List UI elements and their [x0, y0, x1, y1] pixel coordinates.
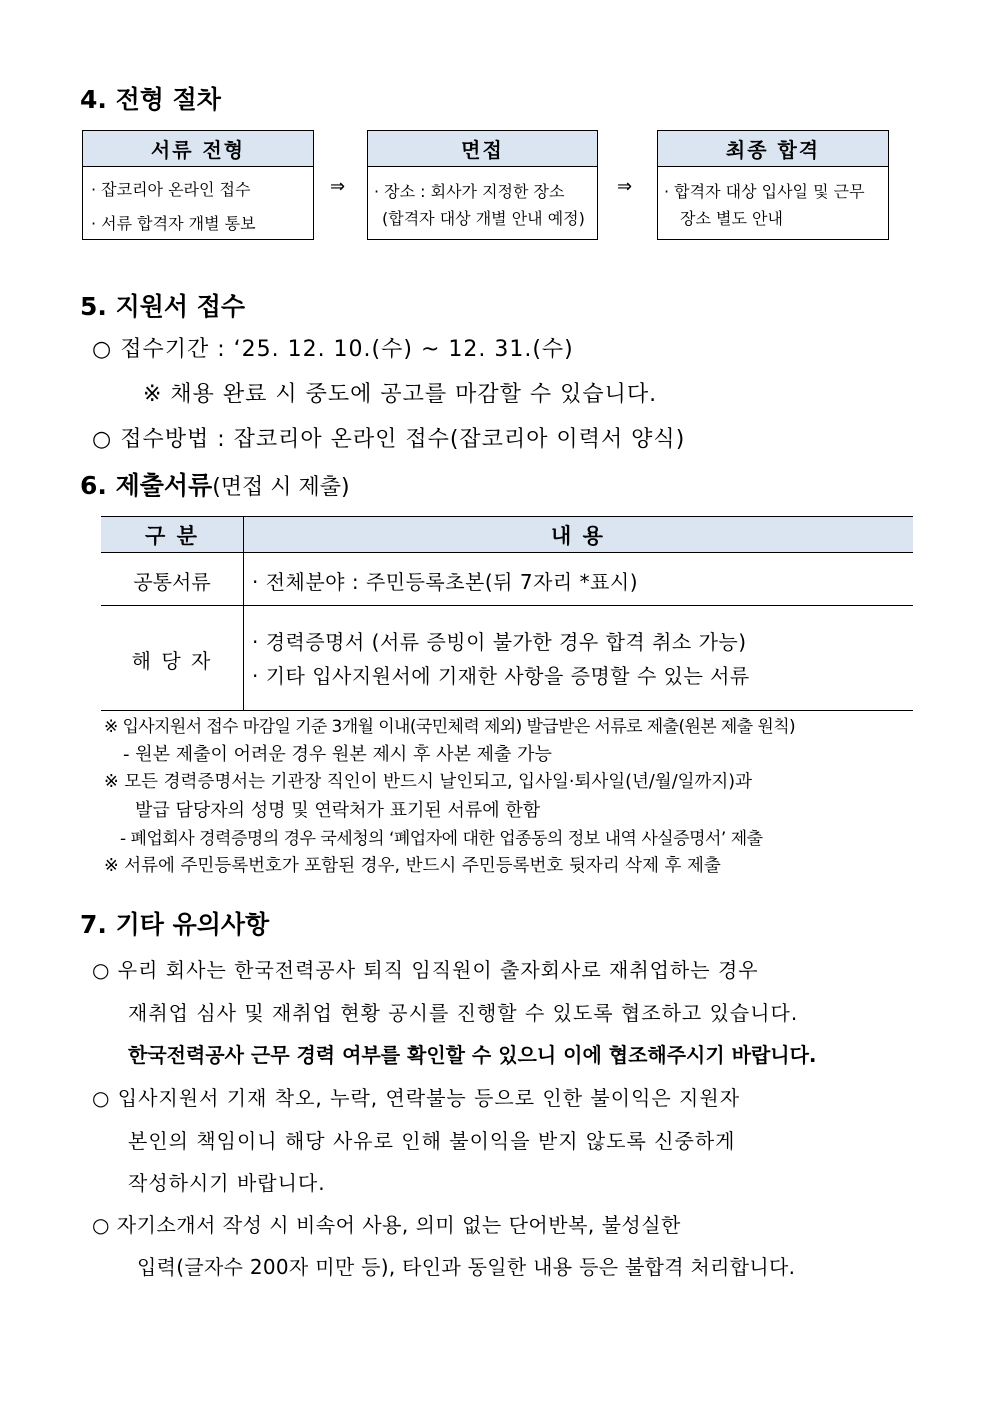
step-line: 장소 별도 안내: [680, 209, 783, 228]
notice-line: 재취업 심사 및 재취업 현황 공시를 진행할 수 있도록 협조하고 있습니다.: [128, 1001, 799, 1025]
table-row-content: · 기타 입사지원서에 기재한 사항을 증명할 수 있는 서류: [252, 664, 750, 688]
section-6-subtitle: (면접 시 제출): [212, 475, 350, 500]
notice-line: 입력(글자수 200자 미만 등), 타인과 동일한 내용 등은 불합격 처리합니다.: [137, 1255, 796, 1279]
section-6-title: 6. 제출서류: [80, 471, 213, 500]
section-5-heading: 5. 지원서 접수: [80, 292, 246, 321]
step-title: 최종 합격: [658, 131, 888, 167]
arrow-icon: ⇒: [330, 176, 346, 197]
table-row-label: 공통서류: [133, 570, 211, 594]
step-title: 서류 전형: [83, 131, 313, 167]
step-line: · 잡코리아 온라인 접수: [91, 180, 251, 199]
notice-line: ○ 자기소개서 작성 시 비속어 사용, 의미 없는 단어반복, 불성실한: [92, 1213, 681, 1237]
note-line: ※ 서류에 주민등록번호가 포함된 경우, 반드시 주민등록번호 뒷자리 삭제 후 제출: [104, 856, 721, 876]
table-row-content: · 전체분야 : 주민등록초본(뒤 7자리 *표시): [252, 570, 639, 594]
notice-line-emphasis: 한국전력공사 근무 경력 여부를 확인할 수 있으니 이에 협조해주시기 바랍니다.: [128, 1043, 817, 1067]
table-header-category: 구 분: [145, 524, 199, 548]
table-header-content: 내 용: [551, 524, 605, 548]
step-box-document-screening: [82, 130, 314, 240]
notice-line: ○ 우리 회사는 한국전력공사 퇴직 임직원이 출자회사로 재취업하는 경우: [92, 958, 759, 982]
notice-line: 작성하시기 바랍니다.: [128, 1171, 326, 1195]
step-line: · 합격자 대상 입사일 및 근무: [664, 182, 865, 201]
application-method: ○ 접수방법 : 잡코리아 온라인 접수(잡코리아 이력서 양식): [92, 427, 686, 452]
note-line: 발급 담당자의 성명 및 연락처가 표기된 서류에 한함: [135, 800, 541, 821]
table-bottom-border: [101, 710, 913, 711]
table-row-content: · 경력증명서 (서류 증빙이 불가한 경우 합격 취소 가능): [252, 630, 747, 654]
step-line: · 장소 : 회사가 지정한 장소: [374, 182, 565, 201]
table-row-label: 해 당 자: [131, 649, 213, 673]
note-line: ※ 모든 경력증명서는 기관장 직인이 반드시 날인되고, 입사일·퇴사일(년/월/일까지)과: [104, 772, 753, 792]
note-line: ※ 입사지원서 접수 마감일 기준 3개월 이내(국민체력 제외) 발급받은 서류로 제출(원본 제출 원칙): [104, 717, 796, 737]
step-line: (합격자 대상 개별 안내 예정): [382, 209, 585, 228]
section-6-heading: [80, 466, 350, 502]
application-period: ○ 접수기간 : ‘25. 12. 10.(수) ~ 12. 31.(수): [92, 337, 574, 362]
step-box-final-pass: [657, 130, 889, 240]
arrow-icon: ⇒: [617, 176, 633, 197]
note-line: - 폐업회사 경력증명의 경우 국세청의 ‘폐업자에 대한 업종동의 정보 내역 사실증명서’ 제출: [120, 829, 763, 849]
note-line: - 원본 제출이 어려운 경우 원본 제시 후 사본 제출 가능: [123, 744, 552, 765]
section-4-heading: 4. 전형 절차: [80, 85, 221, 114]
application-period-note: ※ 채용 완료 시 중도에 공고를 마감할 수 있습니다.: [143, 382, 658, 407]
notice-line: 본인의 책임이니 해당 사유로 인해 불이익을 받지 않도록 신중하게: [128, 1129, 736, 1153]
section-7-heading: 7. 기타 유의사항: [80, 910, 270, 939]
step-title: 면접: [368, 131, 597, 167]
step-line: · 서류 합격자 개별 통보: [91, 214, 256, 233]
notice-line: ○ 입사지원서 기재 착오, 누락, 연락불능 등으로 인한 불이익은 지원자: [92, 1086, 741, 1110]
step-box-interview: [367, 130, 598, 240]
table-column-divider: [243, 516, 244, 710]
table-row-divider: [101, 605, 913, 606]
